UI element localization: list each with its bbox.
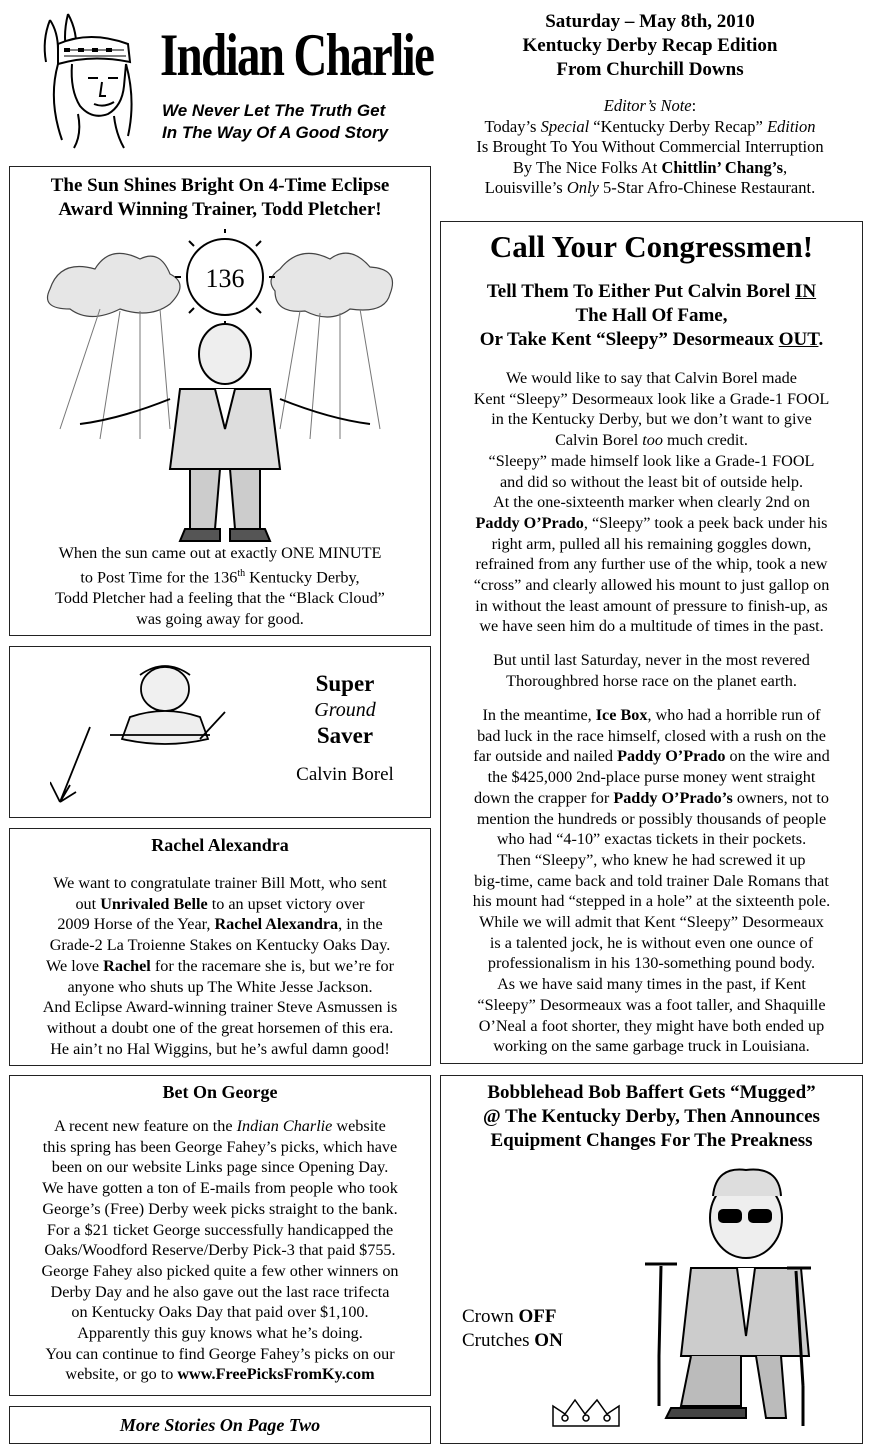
crown-icon [553,1400,619,1426]
masthead-tagline [162,100,422,144]
congress-story [440,221,863,1064]
dateline-date: Saturday – May 8th, 2010 [545,11,755,32]
dateline [440,10,860,82]
borel-name: Calvin Borel [296,764,394,785]
editor-note-label: Editor’s Note: [603,96,697,115]
george-story [9,1075,431,1396]
rachel-body: We want to congratulate trainer Bill Mott, who sent out Unrivaled Belle to an upset victory over 2009 Horse of the Year, Rachel Alexandra, in the Grade-2 La Troienne Stakes on Kentucky Oaks Day. We love Rachel for the racemare she is, but we’re for anyone who shuts up The White Jesse Jackson. And Eclipse Award-winning trainer Steve Asmussen is without a doubt one of the great horsemen of this era. He ain’t no Hal Wiggins, but he’s awful damn good! [42,874,398,1058]
borel-super: Super [315,671,375,696]
sun-number: 136 [205,264,245,293]
borel-caption [280,671,410,787]
pletcher-sun-illustration [40,229,410,549]
baffert-caption [462,1305,622,1353]
congress-subhead: Tell Them To Either Put Calvin Borel IN The Hall Of Fame, Or Take Kent “Sleepy” Desormeaux OUT. [479,281,824,350]
congress-para-2: But until last Saturday, never in the most revered Thoroughbred horse race on the planet earth. [493,651,810,690]
editor-note-line-3: Is Brought To You Without Commercial Interruption [476,137,824,156]
pletcher-caption: When the sun came out at exactly ONE MINUTE to Post Time for the 136th Kentucky Derby, Todd Pletcher had a feeling that the “Black Cloud” was going away for good. [55,544,385,628]
borel-box [9,646,431,818]
borel-cartoon [50,657,280,807]
more-stories-link[interactable]: More Stories On Page Two [119,1415,321,1435]
dateline-edition: Kentucky Derby Recap Edition [522,35,778,56]
indian-charlie-logo [28,10,158,150]
borel-ground: Ground [314,699,376,721]
editor-note-line-2: Today’s Special “Kentucky Derby Recap” Edition [484,116,816,136]
george-title: Bet On George [162,1082,278,1102]
congress-headline: Call Your Congressmen! [489,229,814,264]
pletcher-cartoon [40,229,410,549]
crutches-on-line: Crutches ON [462,1330,563,1351]
congress-para-3: In the meantime, Ice Box, who had a horrible run of bad luck in the race himself, closed with a rush on the far outside and nailed Paddy O’Prado on the wire and the $425,000 2nd-place purse money went straight down the crapper for Paddy O’Prado’s owners, not to mention the hundreds or possibly thousands of people who had “4-10” exactas tickets in their pockets. Then “Sleepy”, who knew he had screwed it up big-time, came back and told trainer Dale Romans that his mount had “stepped in a hole” at the sixteenth pole. While we will admit that Kent “Sleepy” Desormeaux is a talented jock, he is without even one ounce of professionalism in his 130-something pound body. As we have said many times in the past, if Kent “Sleepy” Desormeaux was a foot taller, and Shaquille O’Neal a foot shorter, they might have both ended up working on the same garbage truck in Louisiana. [472,706,831,1056]
baffert-headline: Bobblehead Bob Baffert Gets “Mugged” @ The Kentucky Derby, Then Announces Equipment Changes For The Preakness [483,1082,820,1151]
tagline-line-1: We Never Let The Truth Get [162,101,386,120]
baffert-cartoon [541,1156,851,1441]
george-website-link[interactable]: www.FreePicksFromKy.com [177,1365,375,1384]
congress-para-1: We would like to say that Calvin Borel made Kent “Sleepy” Desormeaux look like a Grade-1 FOOL in the Kentucky Derby, but we don’t want to give Calvin Borel too much credit. “Sleepy” made himself look like a Grade-1 FOOL and did so without the least bit of outside help. At the one-sixteenth marker when clearly 2nd on Paddy O’Prado, “Sleepy” took a peek back under his right arm, pulled all his remaining goggles down, refrained from any further use of the whip, took a new “cross” and clearly allowed his mount to just gallop on in without the least amount of pressure to finish-up, as we have seen him do a multitude of times in the past. [473,369,830,636]
editor-note-line-4: By The Nice Folks At Chittlin’ Chang’s, [512,157,788,177]
editor-note-line-5: Louisville’s Only 5-Star Afro-Chinese Restaurant. [484,178,816,197]
borel-pitchfork-illustration [50,657,280,807]
baffert-crutches-illustration [541,1156,851,1441]
george-body: A recent new feature on the Indian Charlie website this spring has been George Fahey’s picks, which have been on our website Links page since Opening Day. We have gotten a ton of E-mails from people who took George’s (Free) Derby week picks straight to the bank. For a $21 ticket George successfully handicapped the Oaks/Woodford Reserve/Derby Pick-3 that paid $755. George Fahey also picked quite a few other winners on Derby Day and he also gave out the last race trifecta on Kentucky Oaks Day that paid over $1,100. Apparently this guy knows what he’s doing. You can continue to find George Fahey’s picks on our website, or go to www.FreePicksFromKy.com [41,1117,399,1384]
dateline-location: From Churchill Downs [556,59,744,80]
crown-off-line: Crown OFF [462,1306,557,1327]
borel-saver: Saver [316,723,374,748]
indian-head-icon [28,10,158,150]
pletcher-story [9,166,431,636]
pletcher-headline: The Sun Shines Bright On 4-Time Eclipse Award Winning Trainer, Todd Pletcher! [50,175,390,220]
rachel-title: Rachel Alexandra [151,835,289,855]
rachel-story [9,828,431,1066]
baffert-story [440,1075,863,1444]
more-stories-box [9,1406,431,1444]
editor-note [440,96,860,199]
masthead-title: Indian Charlie [160,22,434,88]
tagline-line-2: In The Way Of A Good Story [162,123,389,142]
